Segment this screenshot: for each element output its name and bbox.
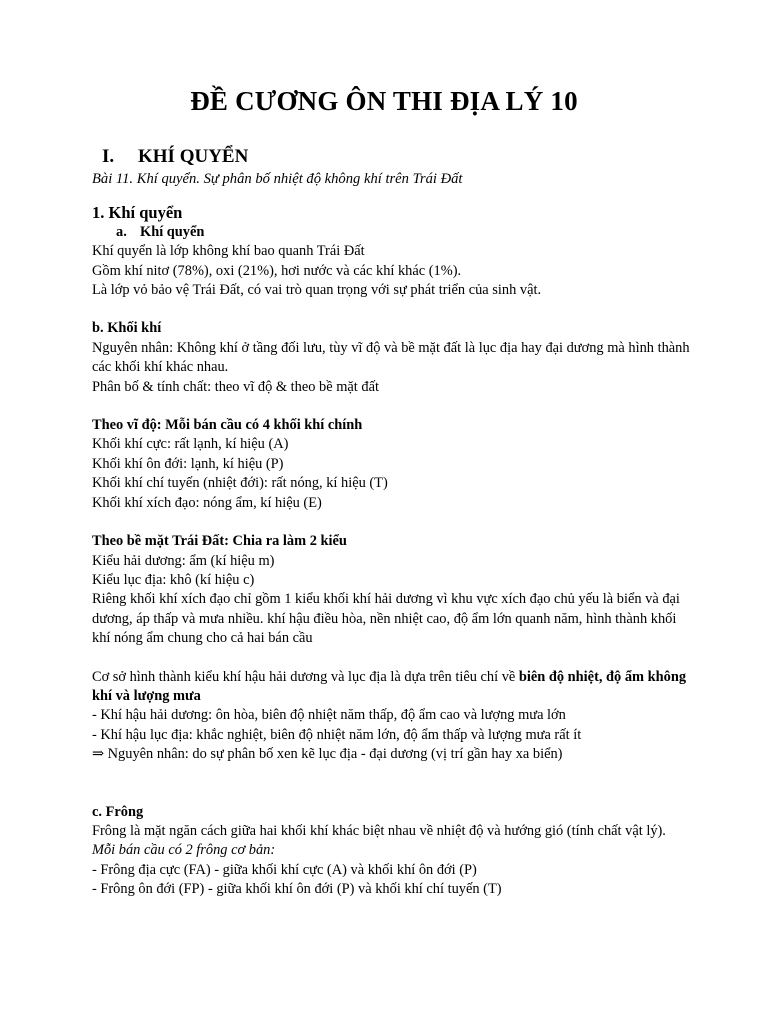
subheading-a-label: Khí quyển — [140, 223, 205, 240]
list-item: - Frông địa cực (FA) - giữa khối khí cực (A) và khối khí ôn đới (P) — [92, 861, 477, 878]
paragraph-line: Kiểu hải dương: ẩm (kí hiệu m) — [92, 552, 275, 569]
document-title: ĐỀ CƯƠNG ÔN THI ĐỊA LÝ 10 — [190, 86, 578, 116]
paragraph-line: Là lớp vỏ bảo vệ Trái Đất, có vai trò quan trọng với sự phát triển của sinh vật. — [92, 282, 542, 299]
paragraph-line: ⇒ Nguyên nhân: do sự phân bố xen kẽ lục địa - đại dương (vị trí gần hay xa biển) — [92, 746, 563, 763]
heading-khi-quyen: 1. Khí quyển — [92, 203, 183, 223]
theo-vi-do-heading — [92, 416, 692, 435]
theo-vi-do-heading-text: Theo vĩ độ: Mỗi bán cầu có 4 khối khí chính — [92, 417, 363, 434]
subheading-c — [92, 803, 692, 822]
subheading-c-text: c. Frông — [92, 803, 144, 820]
section-label: KHÍ QUYỂN — [138, 146, 249, 167]
paragraph-line: Phân bố & tính chất: theo vĩ độ & theo bề mặt đất — [92, 378, 379, 395]
paragraph-line: Khối khí chí tuyến (nhiệt đới): rất nóng, kí hiệu (T) — [92, 475, 388, 492]
paragraph-line-italic: Mỗi bán cầu có 2 frông cơ bản: — [92, 842, 276, 859]
paragraph-line: - Khí hậu lục địa: khắc nghiệt, biên độ nhiệt năm lớn, độ ẩm thấp và lượng mưa rất ít — [92, 726, 582, 743]
paragraph-line: Frông là mặt ngăn cách giữa hai khối khí khác biệt nhau về nhiệt độ và hướng gió (tính chất vật lý). — [92, 822, 666, 839]
subheading-b — [92, 319, 692, 338]
theo-be-mat-heading-text: Theo bề mặt Trái Đất: Chia ra làm 2 kiểu — [92, 533, 347, 550]
paragraph-line: Nguyên nhân: Không khí ở tầng đối lưu, tùy vĩ độ và bề mặt đất là lục địa hay đại dương mà hình thành các khối khí khác nhau. — [92, 339, 690, 376]
subheading-a — [92, 223, 692, 242]
section-heading — [102, 146, 248, 168]
list-item: - Frông ôn đới (FP) - giữa khối khí ôn đới (P) và khối khí chí tuyến (T) — [92, 881, 502, 898]
paragraph-line: - Khí hậu hải dương: ôn hòa, biên độ nhiệt năm thấp, độ ẩm cao và lượng mưa lớn — [92, 707, 566, 724]
paragraph-line: Khối khí cực: rất lạnh, kí hiệu (A) — [92, 436, 289, 453]
paragraph-line: Gồm khí nitơ (78%), oxi (21%), hơi nước và các khí khác (1%). — [92, 262, 462, 279]
subheading-b-text: b. Khối khí — [92, 320, 162, 337]
lesson-title: Bài 11. Khí quyển. Sự phân bố nhiệt độ không khí trên Trái Đất — [92, 171, 463, 187]
paragraph-line: Kiểu lục địa: khô (kí hiệu c) — [92, 571, 255, 588]
paragraph-line: Khối khí ôn đới: lạnh, kí hiệu (P) — [92, 455, 284, 472]
paragraph-line: Riêng khối khí xích đạo chỉ gồm 1 kiểu khối khí hải dương vì khu vực xích đạo chủ yếu là biển và đại dương, áp thấp và mưa nhiều. khí hậu điều hòa, nền nhiệt cao, độ ẩm lớn quanh năm, hình thành khối khí nóng ẩm chung cho cả hai bán cầu — [92, 591, 680, 647]
subheading-a-letter: a. — [116, 223, 127, 240]
paragraph-line: Khối khí xích đạo: nóng ẩm, kí hiệu (E) — [92, 494, 322, 511]
theo-be-mat-heading — [92, 532, 692, 551]
co-so-paragraph — [92, 668, 692, 707]
document-body — [92, 170, 692, 900]
section-number: I. — [102, 146, 115, 167]
paragraph-line: Khí quyển là lớp không khí bao quanh Trái Đất — [92, 243, 365, 260]
co-so-prefix: Cơ sở hình thành kiểu khí hậu hải dương và lục địa là dựa trên tiêu chí về — [92, 668, 519, 685]
co-so-bold: biên độ nhiệt, độ ẩm không khí và lượng mưa — [92, 668, 687, 704]
